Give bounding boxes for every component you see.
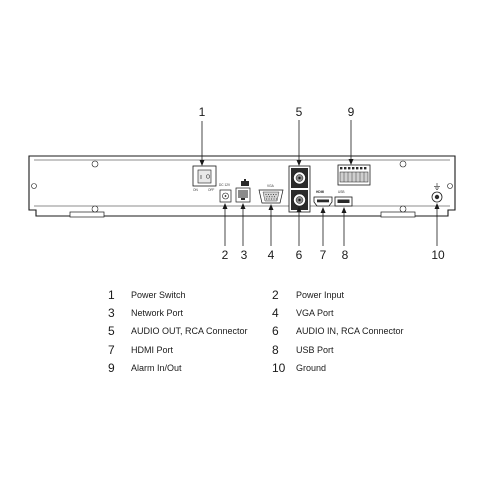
legend-label-hdmi-port: HDMI Port [131, 345, 174, 355]
legend-label-network-port: Network Port [131, 308, 184, 318]
callout-3: 3 [240, 248, 248, 262]
legend-number: 10 [272, 361, 286, 375]
legend-number: 3 [108, 306, 115, 320]
legend-label-audio-in: AUDIO IN, RCA Connector [296, 326, 404, 336]
callout-2: 2 [221, 248, 229, 262]
legend-number: 7 [108, 343, 115, 357]
legend-label-power-switch: Power Switch [131, 290, 186, 300]
legend-label-power-input: Power Input [296, 290, 345, 300]
usb-marking: USB [338, 190, 345, 194]
legend-number: 6 [272, 324, 279, 338]
legend-label-alarm: Alarm In/Out [131, 363, 182, 373]
callout-4: 4 [267, 248, 275, 262]
hdmi-marking: HDMI [316, 190, 325, 194]
vga-marking: VGA [267, 184, 274, 188]
callout-5: 5 [295, 105, 303, 119]
switch-on-marking: ON [193, 188, 198, 192]
legend-number: 8 [272, 343, 279, 357]
callout-1: 1 [198, 105, 206, 119]
switch-off-marking: OFF [208, 188, 215, 192]
power-input-marking: DC 12V [219, 183, 231, 187]
callout-9: 9 [347, 105, 355, 119]
legend-number: 4 [272, 306, 279, 320]
legend-number: 1 [108, 288, 115, 302]
callout-6: 6 [295, 248, 303, 262]
legend-label-audio-out: AUDIO OUT, RCA Connector [131, 326, 248, 336]
callout-8: 8 [341, 248, 349, 262]
legend-number: 2 [272, 288, 279, 302]
legend-number: 5 [108, 324, 115, 338]
legend-number: 9 [108, 361, 115, 375]
legend-label-vga-port: VGA Port [296, 308, 334, 318]
legend-label-usb-port: USB Port [296, 345, 334, 355]
callout-10: 10 [431, 248, 445, 262]
legend-label-ground: Ground [296, 363, 327, 373]
callout-7: 7 [319, 248, 327, 262]
